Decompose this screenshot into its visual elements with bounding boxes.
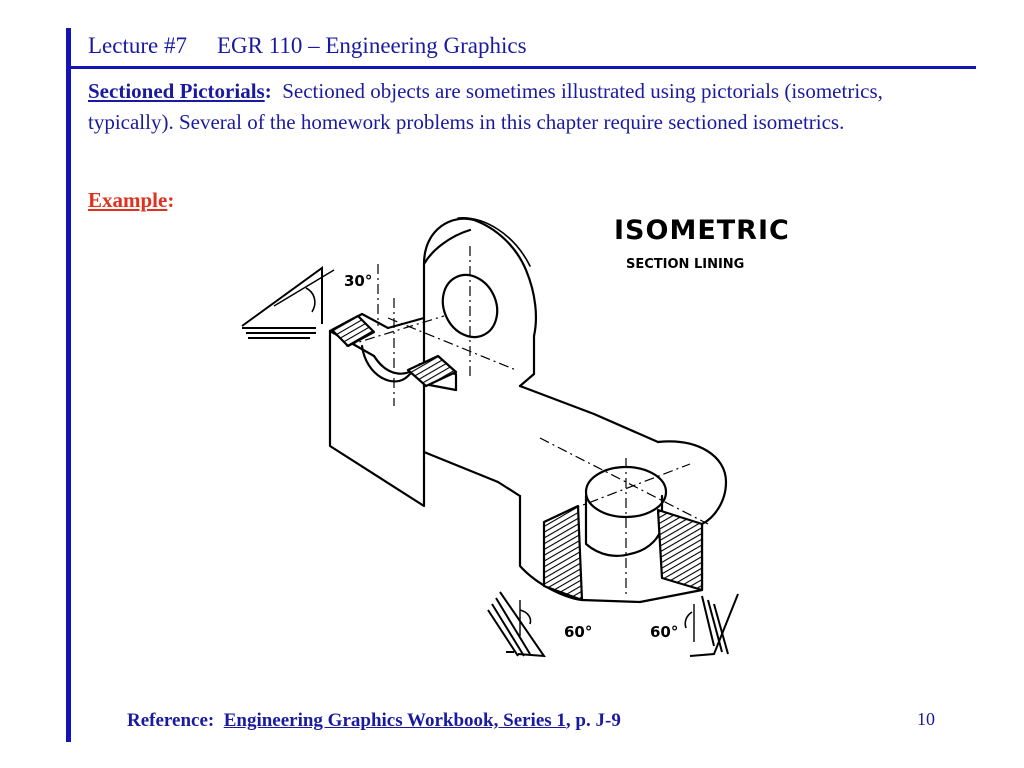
body-text: Sectioned objects are sometimes illustrated using pictorials (isometrics, typically). Several of the homework problems in this chapter require sectioned isometrics. [88,79,883,134]
reference-label: Reference: [127,710,215,731]
angle-label-30: 30° [344,272,373,290]
isometric-drawing [238,206,798,666]
angle-label-60-left: 60° [564,623,593,641]
example-colon: : [167,188,175,212]
angle-label-60-right: 60° [650,623,679,641]
figure-heading: ISOMETRIC [614,215,790,246]
angle-symbol-60-left [488,592,544,656]
example-label [88,188,174,213]
figure-subheading: SECTION LINING [626,257,745,272]
title-divider [71,66,976,69]
part-outline [330,218,726,602]
slide-title [88,33,527,59]
left-accent-bar [66,28,71,742]
course-title: EGR 110 – Engineering Graphics [216,33,527,58]
term-heading: Sectioned Pictorials [88,79,265,103]
center-lines [346,246,708,596]
book-title: Engineering Graphics Workbook, Series 1 [223,710,566,731]
slide-number: 10 [917,709,935,729]
angle-symbol-30 [242,268,334,338]
isometric-figure [238,206,798,666]
term-colon: : [264,79,272,103]
reference-line [127,710,621,732]
body-paragraph [88,76,948,138]
lecture-number: Lecture #7 [88,33,187,58]
page-reference: , p. J-9 [565,710,621,731]
angle-symbol-60-right [685,594,738,656]
example-word: Example [88,188,168,212]
